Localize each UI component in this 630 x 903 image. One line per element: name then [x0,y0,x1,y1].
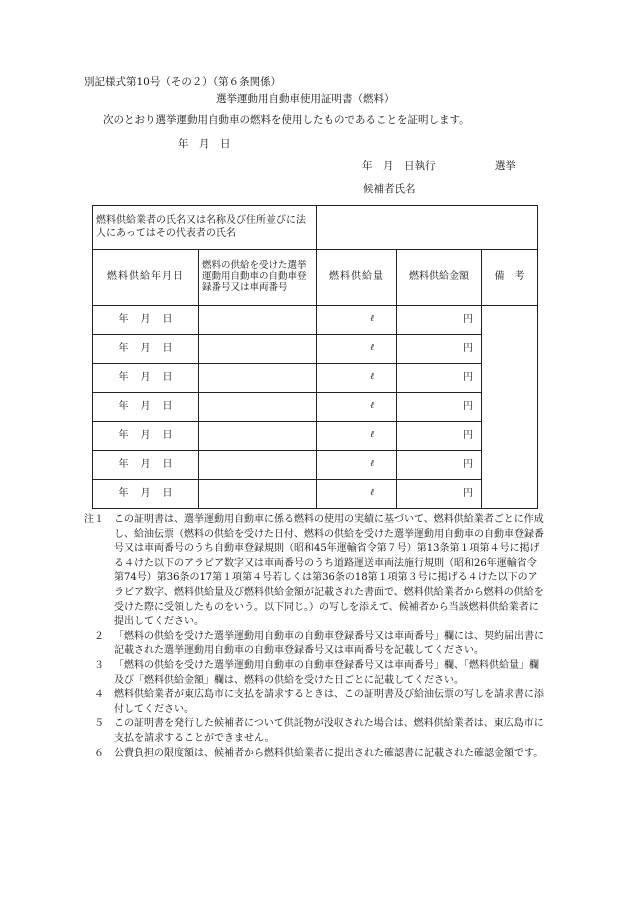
fuel-amount-cell[interactable] [397,422,482,451]
month-label: 月 [140,342,151,354]
yen-unit: 円 [463,371,473,383]
table-row [93,306,538,335]
table-row [93,364,538,393]
yen-unit: 円 [463,429,473,441]
note-text: 燃料供給業者が東広島市に支払を請求するときは、この証明書及び給油伝票の写しを請求書に添付してください。 [114,689,544,715]
note-text: 「燃料の供給を受けた選挙運動用自動車の自動車登録番号又は車両番号」欄には、契約届出書に記載された選挙運動用自動車の自動車登録番号又は車両番号を記載してください。 [114,630,544,657]
month-label: 月 [140,429,151,441]
column-header-vehicle-number: 燃料の供給を受けた選挙運動用自動車の自動車登録番号又は車両番号 [199,250,317,306]
day-label: 日 [162,429,173,441]
yen-unit: 円 [463,487,473,499]
election-label: 選挙 [494,160,516,172]
candidate-name-label: 候補者氏名 [363,183,416,195]
fuel-quantity-cell[interactable] [317,306,397,335]
liter-unit: ℓ [370,372,374,383]
vehicle-number-cell[interactable] [199,335,317,364]
table-row [93,451,538,480]
supply-date-cell[interactable] [93,422,199,451]
month-label: 月 [140,313,151,325]
day-label: 日 [162,458,173,470]
year-label: 年 [118,371,129,383]
day-label: 日 [162,371,173,383]
month-label: 月 [140,487,151,499]
year-label: 年 [118,458,129,470]
form-reference: 別記様式第10号（その２）（第６条関係） [84,76,282,88]
year-label: 年 [118,400,129,412]
supply-date-cell[interactable] [93,306,199,335]
column-header-fuel-quantity: 燃料供給量 [317,250,397,306]
election-date-line [362,158,516,173]
liter-unit: ℓ [370,401,374,412]
vehicle-number-cell[interactable] [199,306,317,335]
yen-unit: 円 [463,342,473,354]
column-header-remarks: 備 考 [482,250,538,306]
fuel-usage-table [92,205,538,509]
day-label: 日 [162,342,173,354]
remarks-cell[interactable] [482,306,538,509]
election-execution-date: 年 月 日執行 [362,160,436,172]
yen-unit: 円 [463,458,473,470]
column-header-date: 燃料供給年月日 [93,250,199,306]
supply-date-cell[interactable] [93,335,199,364]
supplier-value-cell[interactable] [317,206,538,250]
year-label: 年 [118,487,129,499]
fuel-quantity-cell[interactable] [317,480,397,509]
yen-unit: 円 [463,400,473,412]
liter-unit: ℓ [370,314,374,325]
day-label: 日 [162,400,173,412]
note-item [84,717,544,746]
certification-date: 年 月 日 [178,138,231,150]
supplier-row [93,206,538,250]
fuel-amount-cell[interactable] [397,306,482,335]
month-label: 月 [140,371,151,383]
liter-unit: ℓ [370,343,374,354]
yen-unit: 円 [463,313,473,325]
note-number: ４ [94,689,104,701]
vehicle-number-cell[interactable] [199,422,317,451]
table-header-row [93,250,538,306]
year-label: 年 [118,429,129,441]
supplier-label: 燃料供給業者の氏名又は名称及び住所並びに法人にあってはその代表者の氏名 [93,206,317,250]
fuel-amount-cell[interactable] [397,335,482,364]
fuel-quantity-cell[interactable] [317,451,397,480]
fuel-amount-cell[interactable] [397,364,482,393]
supply-date-cell[interactable] [93,480,199,509]
month-label: 月 [140,458,151,470]
note-item [84,513,544,630]
fuel-quantity-cell[interactable] [317,422,397,451]
table-row [93,422,538,451]
vehicle-number-cell[interactable] [199,480,317,509]
liter-unit: ℓ [370,430,374,441]
fuel-quantity-cell[interactable] [317,364,397,393]
note-number: 注１ [84,514,104,525]
fuel-quantity-cell[interactable] [317,393,397,422]
fuel-amount-cell[interactable] [397,451,482,480]
day-label: 日 [162,313,173,325]
document-title: 選挙運動用自動車使用証明書（燃料） [216,93,395,105]
certification-statement: 次のとおり選挙運動用自動車の燃料を使用したものであることを証明します。 [103,114,470,126]
note-number: ５ [94,718,104,730]
vehicle-number-cell[interactable] [199,364,317,393]
vehicle-number-cell[interactable] [199,393,317,422]
note-item [84,747,544,762]
year-label: 年 [118,342,129,354]
supply-date-cell[interactable] [93,451,199,480]
note-number: ２ [94,630,104,642]
note-text: この証明書を発行した候補者について供託物が没収された場合は、燃料供給業者は、東広島市に支払を請求することができません。 [114,718,544,744]
note-item [84,688,544,717]
fuel-amount-cell[interactable] [397,393,482,422]
liter-unit: ℓ [370,459,374,470]
notes-section [84,513,544,761]
day-label: 日 [162,487,173,499]
note-item [84,659,544,688]
note-item [84,630,544,659]
supply-date-cell[interactable] [93,393,199,422]
liter-unit: ℓ [370,488,374,499]
note-number: ３ [94,659,104,671]
fuel-quantity-cell[interactable] [317,335,397,364]
year-label: 年 [118,313,129,325]
note-text: 公費負担の限度額は、候補者から燃料供給業者に提出された確認書に記載された確認金額です。 [114,747,544,759]
table-row [93,393,538,422]
note-text: この証明書は、選挙運動用自動車に係る燃料の使用の実績に基づいて、燃料供給業者ごとに作成し、給油伝票（燃料の供給を受けた日付、燃料の供給を受けた選挙運動用自動車の自動車登録番号又は車両番号のうち自動車登録規則（昭和45年運輸省令第７号）第13条第１項第４号に掲げる４けた以下のアラビア数字又は車両番号のうち道路運送車両法施行規則（昭和26年運輸省令第74号）第36条の17第１項第４号若しくは第36条の18第１項第３号に掲げる４けた以下のアラビア数字、燃料供給量及び燃料供給金額が記載された書面で、燃料供給業者から燃料の供給を受けた際に受領したものをいう。以下同じ。）の写しを添えて、候補者から当該燃料供給業者に提出してください。 [114,514,544,628]
note-text: 「燃料の供給を受けた選挙運動用自動車の自動車登録番号又は車両番号」欄、「燃料供給量」欄及び「燃料供給金額」欄は、燃料の供給を受けた日ごとに記載してください。 [114,659,539,686]
month-label: 月 [140,400,151,412]
vehicle-number-cell[interactable] [199,451,317,480]
fuel-amount-cell[interactable] [397,480,482,509]
note-number: ６ [94,747,104,759]
table-row [93,335,538,364]
column-header-fuel-amount: 燃料供給金額 [397,250,482,306]
supply-date-cell[interactable] [93,364,199,393]
table-row [93,480,538,509]
